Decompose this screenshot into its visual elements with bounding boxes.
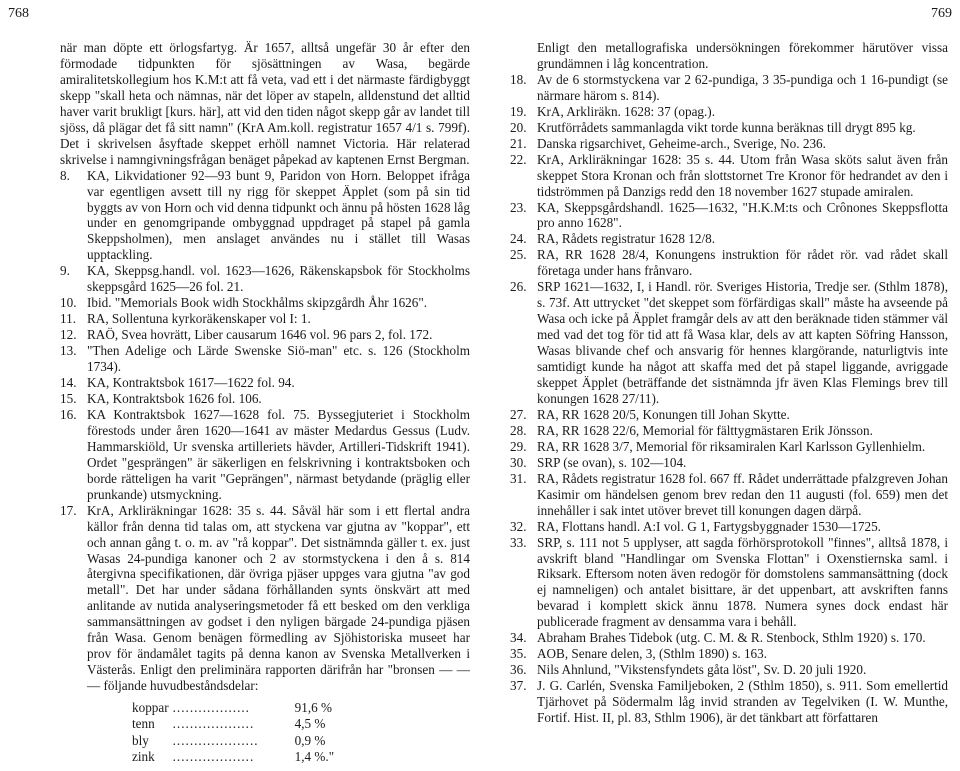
footnote — [60, 407, 470, 503]
footnote — [60, 263, 470, 295]
footnote — [510, 120, 948, 136]
metal-name: zink — [132, 749, 155, 765]
footnote — [60, 168, 470, 264]
footnote-number: 34. — [510, 630, 527, 646]
footnote-number: 25. — [510, 247, 527, 263]
footnote-text: RA, RR 1628 20/5, Konungen till Johan Skytte. — [537, 406, 790, 422]
leader-dots: .................... — [172, 732, 259, 748]
footnote-number: 35. — [510, 646, 527, 662]
footnote-text: RA, Sollentuna kyrkoräkenskaper vol I: 1. — [87, 311, 311, 327]
footnote-number: 37. — [510, 678, 527, 694]
footnote-number: 10. — [60, 295, 77, 311]
footnote-text: RA, RR 1628 22/6, Memorial för fälttygmästaren Erik Jönsson. — [537, 422, 873, 438]
footnote-number: 16. — [60, 406, 77, 422]
right-notes-list — [510, 72, 948, 726]
footnote-number: 11. — [60, 311, 76, 327]
footnote — [510, 662, 948, 678]
footnote-text: SRP, s. 111 not 5 upplyser, att sagda förhörsprotokoll "finnes", alltså 1878, i avskrift bland "Handlingar om Svenska Flottan" i Oxenstiernska saml. i Riksark. Eftersom noten även redogör för domstolens sammansättning (dock ej namneligen) och antalet bisittare, är det uppenbart, att avskriften fanns bevarad i komplett skick ännu 1878. Numera synes dock endast här publicerade fragment av densamma vara i behåll. — [537, 534, 948, 630]
metal-value: 0,9 % — [294, 732, 326, 748]
metal-name: tenn — [132, 716, 155, 732]
footnote — [510, 407, 948, 423]
footnote-number: 32. — [510, 518, 527, 534]
footnote-text: SRP (se ovan), s. 102—104. — [537, 454, 687, 470]
footnote — [60, 375, 470, 391]
page-number-left: 768 — [8, 6, 29, 21]
footnote-text: Ibid. "Memorials Book widh Stockhålms skipzgårdh Åhr 1626". — [87, 295, 428, 311]
footnote — [510, 455, 948, 471]
footnote-number: 26. — [510, 279, 527, 295]
footnote — [60, 391, 470, 407]
footnote-number: 28. — [510, 422, 527, 438]
table-row — [132, 749, 357, 765]
footnote-number: 13. — [60, 343, 77, 359]
footnote-number: 24. — [510, 231, 527, 247]
footnote-number: 19. — [510, 103, 527, 119]
footnote-text: KA, Skeppsg.handl. vol. 1623—1626, Räkenskapsbok för Stockholms skeppsgård 1625—26 fol. 21. — [87, 263, 470, 295]
footnote-text: KA, Likvidationer 92—93 bunt 9, Paridon von Horn. Beloppet ifråga var egentligen avsett till ny rigg för skeppet Äpplet (som på sin tid byggts av von Horn och vid denna tidpunkt och ännu på hösten 1628 låg under en genomgripande ombyggnad uppdraget på stapel på gamla Skeppsholmen), men anslaget användes nu i stället till Wasas upptackling. — [87, 167, 470, 263]
table-row — [132, 733, 357, 749]
footnote — [510, 678, 948, 726]
footnote — [510, 231, 948, 247]
leader-dots: ................... — [172, 749, 255, 765]
footnote — [510, 471, 948, 519]
footnote-number: 15. — [60, 390, 77, 406]
footnote-number: 23. — [510, 199, 527, 215]
footnote-text: KrA, Arkliräkningar 1628: 35 s. 44. Utom från Wasa sköts salut även från skeppet Stora Kronan och från slottstornet Tre Kronor för hedrandet av den i tidströmmen på Danzigs redd den 18 november 1627 stupade amiralen. — [537, 151, 948, 199]
footnote-text: KA, Skeppsgårdshandl. 1625—1632, "H.K.M:ts och Crônones Skeppsflotta pro anno 1628". — [537, 199, 948, 231]
right-intro-text: Enligt den metallografiska undersökningen förekommer härutöver vissa grundämnen i låg koncentration. — [537, 40, 948, 71]
footnote-text: RA, Rådets registratur 1628 fol. 667 ff. Rådet underrättade pfalzgreven Johan Kasimir om händelsen genom brev redan den 11 augusti (fol. 659) men det innehåller i sak intet utöver brevet till konungen dagen därpå. — [537, 470, 948, 518]
footnote-number: 21. — [510, 135, 527, 151]
footnote-number: 17. — [60, 502, 77, 518]
leader-dots: .................. — [172, 700, 250, 716]
footnote — [510, 646, 948, 662]
metal-value: 91,6 % — [294, 700, 332, 716]
metal-name: bly — [132, 732, 149, 748]
leader-dots: ................... — [172, 716, 255, 732]
footnote-text: RA, Flottans handl. A:I vol. G 1, Fartygsbyggnader 1530—1725. — [537, 518, 881, 534]
footnote-text: RA, RR 1628 28/4, Konungens instruktion för rådet rör. vad rådet skall företaga under hans frånvaro. — [537, 247, 948, 279]
footnote — [510, 423, 948, 439]
footnote — [510, 152, 948, 200]
left-notes-list — [60, 168, 470, 694]
footnote — [60, 311, 470, 327]
footnote-text: KrA, Arkliräkn. 1628: 37 (opag.). — [537, 103, 715, 119]
metal-value: 4,5 % — [294, 716, 326, 732]
footnote-number: 8. — [60, 167, 70, 183]
footnote-number: 33. — [510, 534, 527, 550]
footnote — [510, 72, 948, 104]
footnote-number: 18. — [510, 71, 527, 87]
footnote-number: 27. — [510, 406, 527, 422]
footnote — [60, 295, 470, 311]
footnote-text: KA, Kontraktsbok 1626 fol. 106. — [87, 390, 262, 406]
footnote-text: RA, Rådets registratur 1628 12/8. — [537, 231, 716, 247]
footnote — [60, 503, 470, 694]
footnote-text: KA Kontraktsbok 1627—1628 fol. 75. Byssegjuteriet i Stockholm förestods under åren 1620—1641 av mäster Medardus Gessus (Ludv. Hammarskiöld, Ur svenska artilleriets hävder, Artilleri-Tidskrift 1941). Ordet "gesprängen" är säkerligen en felskrivning i kontraktsboken och borde rätteligen ha varit "Geprängen", närmast betydande (präglig eller prunkande) utsmyckning. — [87, 406, 470, 502]
footnote-text: AOB, Senare delen, 3, (Sthlm 1890) s. 163. — [537, 646, 768, 662]
footnote — [510, 519, 948, 535]
footnote — [510, 535, 948, 631]
footnote-number: 20. — [510, 119, 527, 135]
footnote — [60, 343, 470, 375]
footnote — [510, 247, 948, 279]
left-page-column — [60, 40, 470, 766]
footnote-text: J. G. Carlén, Svenska Familjeboken, 2 (Sthlm 1850), s. 911. Som emellertid Tjärhovet på Södermalm låg invid stranden av Tegelviken (I. W. Munthe, Fortif. Hist. II, pl. 83, Sthlm 1906), är det tänkbart att författaren — [537, 678, 948, 726]
footnote-text: RAÖ, Svea hovrätt, Liber causarum 1646 vol. 96 pars 2, fol. 172. — [87, 327, 433, 343]
left-intro-text: när man döpte ett örlogsfartyg. Är 1657, alltså ungefär 30 år efter den förmodade tidpunkten för sjösättningen av Wasa, begärde amiralitetskollegium hos K.M:t att få veta, vad ett i det närmaste färdigbyggt skepp "skall heta och nämnas, när det löper av stapeln, alldenstund det alltid haver varit brukligt [kurs. här], att vid den tiden något skepp går av landet till sjöss, då plägar det få sitt namn" (KrA Am.koll. registratur 1657 4/1 s. 799f). Det i skrivelsen åsyftade skeppet erhöll namnet Victoria. Här relaterad skrivelse i namngivningsfrågan benäget påpekad av kaptenen Ernst Bergman. — [60, 40, 470, 167]
footnote-number: 29. — [510, 438, 527, 454]
footnote-number: 22. — [510, 151, 527, 167]
footnote-number: 12. — [60, 327, 77, 343]
footnote-number: 36. — [510, 662, 527, 678]
page-number-right: 769 — [931, 6, 952, 21]
footnote-text: Av de 6 stormstyckena var 2 62-pundiga, 3 35-pundiga och 1 16-pundigt (se närmare härom s. 814). — [537, 71, 948, 103]
metal-name: koppar — [132, 700, 169, 716]
footnote-text: Danska rigsarchivet, Geheime-arch., Sverige, No. 236. — [537, 135, 826, 151]
footnote — [510, 279, 948, 407]
footnote — [510, 439, 948, 455]
right-page-column — [510, 40, 948, 726]
footnote-number: 30. — [510, 454, 527, 470]
footnote-number: 9. — [60, 263, 70, 279]
footnote — [510, 136, 948, 152]
footnote — [510, 200, 948, 232]
footnote-number: 14. — [60, 375, 77, 391]
footnote-text: Krutförrådets sammanlagda vikt torde kunna beräknas till drygt 895 kg. — [537, 119, 916, 135]
footnote — [60, 327, 470, 343]
footnote-text: Nils Ahnlund, "Vikstensfyndets gåta löst", Sv. D. 20 juli 1920. — [537, 662, 867, 678]
footnote-text: RA, RR 1628 3/7, Memorial för riksamiralen Karl Karlsson Gyllenhielm. — [537, 438, 926, 454]
footnote-text: "Then Adelige och Lärde Swenske Siö-man" etc. s. 126 (Stockholm 1734). — [87, 343, 470, 375]
footnote-text: KA, Kontraktsbok 1617—1622 fol. 94. — [87, 375, 295, 391]
footnote — [510, 630, 948, 646]
footnote-text: SRP 1621—1632, I, i Handl. rör. Sveriges Historia, Tredje ser. (Sthlm 1878), s. 73f. Att uttrycket "det skeppet som förfärdigas skall" måste ha avseende på Wasa och icke på Äpplet framgår dels av att den beräknade tiden stämmer väl med vad det tog för tid att få Wasa klar, dels av att kapten Söfring Hansson, Wasas blivande chef och ansvarig för hennes klargörande, naturligtvis inte samtidigt kunde ha något att skaffa med det på stapel liggande, avriggade skeppet Äpplet (beträffande det sistnämnda jfr även Klas Flemings brev till konungen 1628 27/11). — [537, 279, 948, 406]
footnote-text: KrA, Arkliräkningar 1628: 35 s. 44. Såväl här som i ett flertal andra källor från denna tid talas om, att styckena var gjutna av "koppar", ett och annan gång t. o. m. av "rå koppar". Det sistnämnda gäller t. ex. just Wasas 24-pundiga kanoner och 2 av stormstyckena i den å s. 814 återgivna specifikationen, där övriga pjäser uppges vara gjutna "av god metall". Det har under sådana förhållanden synts önskvärt att med anlitande av nutida analyseringsmetoder få ett besked om den verkliga sammansättningen av godset i den nyligen bärgade 24-pundiga pjäsen från Wasa. Genom benägen förmedling av Sjöhistoriska museet har prov för ändamålet tagits på denna kanon av Svenska Metallverken i Västerås. Enligt den preliminära rapporten därifrån har "bronsen — — — följande huvudbeståndsdelar: — [87, 502, 470, 694]
metal-value: 1,4 %." — [294, 749, 335, 765]
footnote — [510, 104, 948, 120]
metal-composition-table — [132, 700, 357, 766]
table-row — [132, 716, 357, 732]
table-row — [132, 700, 357, 716]
footnote-text: Abraham Brahes Tidebok (utg. C. M. & R. Stenbock, Sthlm 1920) s. 170. — [537, 630, 926, 646]
footnote-number: 31. — [510, 470, 527, 486]
